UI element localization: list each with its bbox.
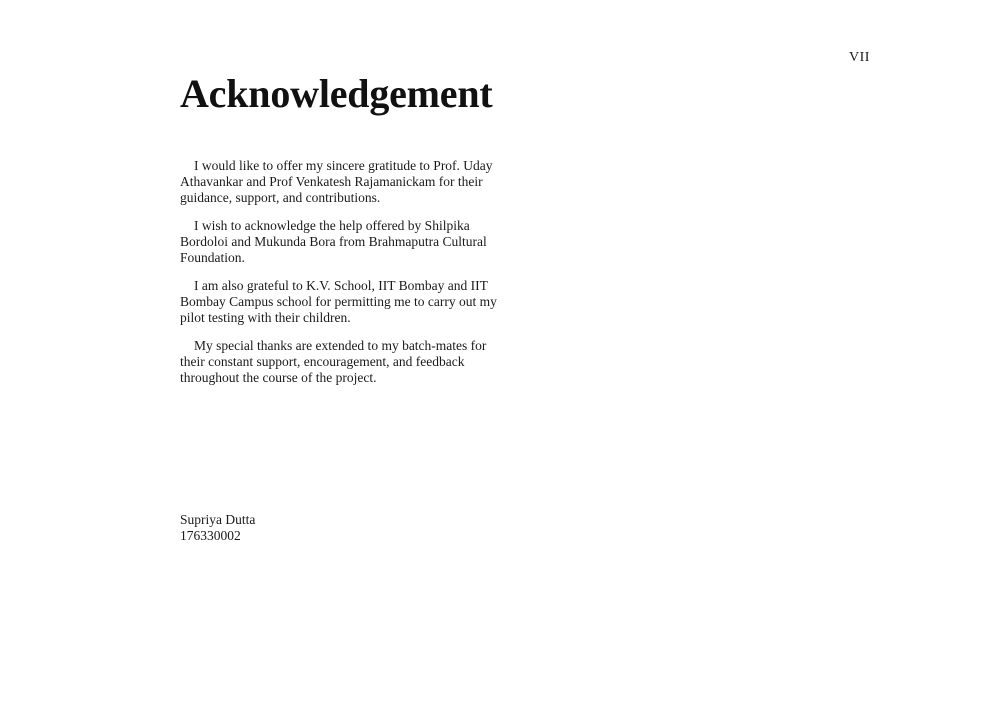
acknowledgement-body: [180, 158, 500, 398]
page-title: Acknowledgement: [180, 71, 493, 116]
paragraph-batchmates: My special thanks are extended to my batch-mates for their constant support, encouragement, and feedback throughout the course of the project.: [180, 338, 487, 385]
author-id: 176330002: [180, 528, 241, 543]
page-number: VII: [849, 50, 870, 65]
paragraph-help: I wish to acknowledge the help offered by Shilpika Bordoloi and Mukunda Bora from Brahmaputra Cultural Foundation.: [180, 218, 487, 265]
author-name: Supriya Dutta: [180, 512, 256, 527]
paragraph-schools: I am also grateful to K.V. School, IIT Bombay and IIT Bombay Campus school for permitting me to carry out my pilot testing with their children.: [180, 278, 497, 325]
signature-block: [180, 512, 255, 544]
paragraph-gratitude: I would like to offer my sincere gratitude to Prof. Uday Athavankar and Prof Venkatesh Rajamanickam for their guidance, support, and contributions.: [180, 158, 493, 205]
